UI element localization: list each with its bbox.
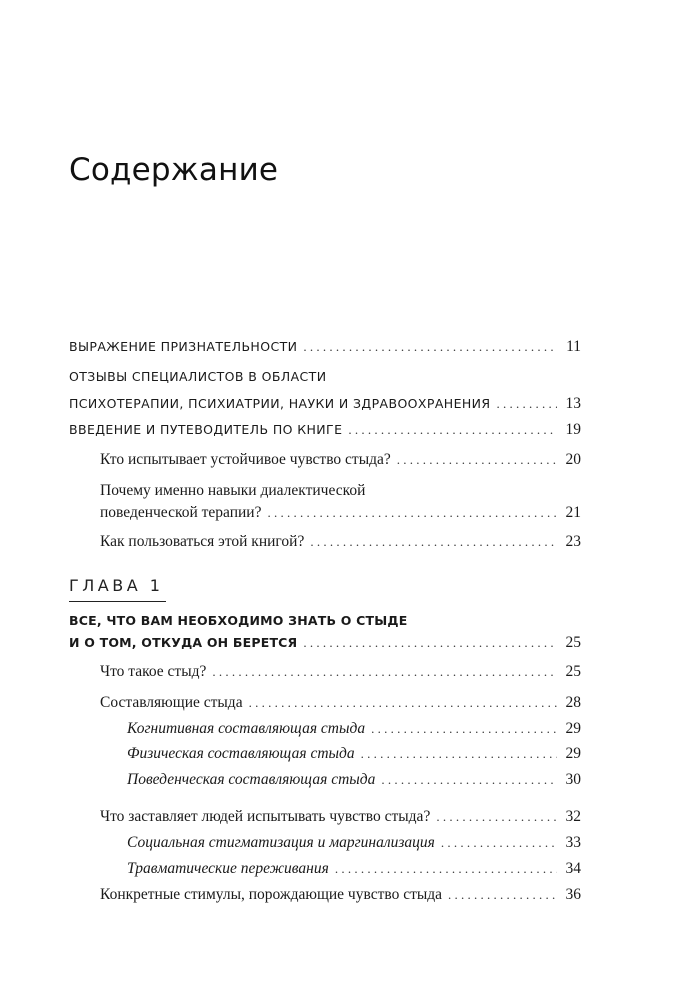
page-number: 28 bbox=[565, 694, 581, 711]
toc-entry-chapter-1[interactable] bbox=[69, 610, 581, 654]
toc-entry-why-dbt[interactable] bbox=[100, 480, 581, 524]
page-number: 19 bbox=[565, 421, 581, 438]
dot-leader bbox=[249, 692, 557, 714]
toc-entry-title-line-1: ОТЗЫВЫ СПЕЦИАЛИСТОВ В ОБЛАСТИ bbox=[69, 369, 327, 384]
toc-entry-title-line-2: ПСИХОТЕРАПИИ, ПСИХИАТРИИ, НАУКИ И ЗДРАВООХРАНЕНИЯ bbox=[69, 396, 491, 411]
dot-leader bbox=[497, 393, 557, 415]
dot-leader bbox=[267, 502, 557, 524]
toc-entry-social-stigmatization[interactable] bbox=[127, 832, 581, 854]
page-number: 20 bbox=[565, 451, 581, 468]
dot-leader bbox=[448, 884, 557, 906]
dot-leader bbox=[348, 419, 557, 441]
toc-entry-title: Когнитивная составляющая стыда bbox=[127, 720, 366, 737]
dot-leader bbox=[303, 336, 557, 358]
dot-leader bbox=[335, 858, 557, 880]
toc-entry-title: Что такое стыд? bbox=[100, 663, 207, 680]
page-number: 33 bbox=[565, 834, 581, 851]
page-number: 32 bbox=[565, 808, 581, 825]
toc-entry-title: Что заставляет людей испытывать чувство стыда? bbox=[100, 808, 431, 825]
toc-entry-title: ВВЕДЕНИЕ И ПУТЕВОДИТЕЛЬ ПО КНИГЕ bbox=[69, 422, 343, 437]
toc-entry-title: Как пользоваться этой книгой? bbox=[100, 533, 305, 550]
toc-entry-title: Кто испытывает устойчивое чувство стыда? bbox=[100, 451, 391, 468]
toc-entry-physical-component[interactable] bbox=[127, 743, 581, 765]
toc-entry-title: Травматические переживания bbox=[127, 860, 329, 877]
page-number: 34 bbox=[565, 860, 581, 877]
toc-entry-cognitive-component[interactable] bbox=[127, 718, 581, 740]
toc-entry-title: Составляющие стыда bbox=[100, 694, 243, 711]
chapter-label: ГЛАВА 1 bbox=[69, 576, 164, 595]
chapter-title-line-2: И О ТОМ, ОТКУДА ОН БЕРЕТСЯ bbox=[69, 635, 298, 650]
page-number: 25 bbox=[565, 634, 581, 651]
page-number: 13 bbox=[565, 395, 581, 412]
toc-entry-how-to-use[interactable] bbox=[100, 531, 581, 553]
toc-entry-title-line-2: поведенческой терапии? bbox=[100, 504, 262, 521]
toc-entry-title: Поведенческая составляющая стыда bbox=[127, 771, 376, 788]
toc-entry-what-causes-shame[interactable] bbox=[100, 806, 581, 828]
toc-entry-who-experiences-shame[interactable] bbox=[100, 449, 581, 471]
page-number: 23 bbox=[565, 533, 581, 550]
toc-entry-title: Социальная стигматизация и маргинализация bbox=[127, 834, 435, 851]
chapter-divider bbox=[69, 601, 166, 602]
page-number: 29 bbox=[565, 745, 581, 762]
toc-entry-introduction[interactable] bbox=[69, 419, 581, 441]
dot-leader bbox=[436, 806, 557, 828]
page-number: 36 bbox=[565, 886, 581, 903]
toc-entry-title: ВЫРАЖЕНИЕ ПРИЗНАТЕЛЬНОСТИ bbox=[69, 339, 298, 354]
toc-entry-title: Физическая составляющая стыда bbox=[127, 745, 355, 762]
page-number: 29 bbox=[565, 720, 581, 737]
toc-entry-behavioral-component[interactable] bbox=[127, 769, 581, 791]
toc-entry-title-line-1: Почему именно навыки диалектической bbox=[100, 482, 366, 499]
dot-leader bbox=[371, 718, 557, 740]
toc-entry-traumatic-experiences[interactable] bbox=[127, 858, 581, 880]
toc-entry-title: Конкретные стимулы, порождающие чувство стыда bbox=[100, 886, 443, 903]
page-number: 25 bbox=[565, 663, 581, 680]
page-title: Содержание bbox=[69, 152, 279, 188]
toc-entry-specific-triggers[interactable] bbox=[100, 884, 581, 906]
dot-leader bbox=[310, 531, 557, 553]
dot-leader bbox=[441, 832, 557, 854]
page-number: 11 bbox=[566, 338, 581, 355]
dot-leader bbox=[361, 743, 557, 765]
dot-leader bbox=[303, 632, 557, 654]
toc-entry-reviews[interactable] bbox=[69, 366, 581, 415]
toc-entry-components-of-shame[interactable] bbox=[100, 692, 581, 714]
toc-entry-acknowledgements[interactable] bbox=[69, 336, 581, 358]
page-number: 21 bbox=[565, 504, 581, 521]
dot-leader bbox=[381, 769, 557, 791]
chapter-title-line-1: ВСЕ, ЧТО ВАМ НЕОБХОДИМО ЗНАТЬ О СТЫДЕ bbox=[69, 613, 408, 628]
toc-entry-what-is-shame[interactable] bbox=[100, 661, 581, 683]
dot-leader bbox=[397, 449, 557, 471]
dot-leader bbox=[212, 661, 557, 683]
page-number: 30 bbox=[565, 771, 581, 788]
